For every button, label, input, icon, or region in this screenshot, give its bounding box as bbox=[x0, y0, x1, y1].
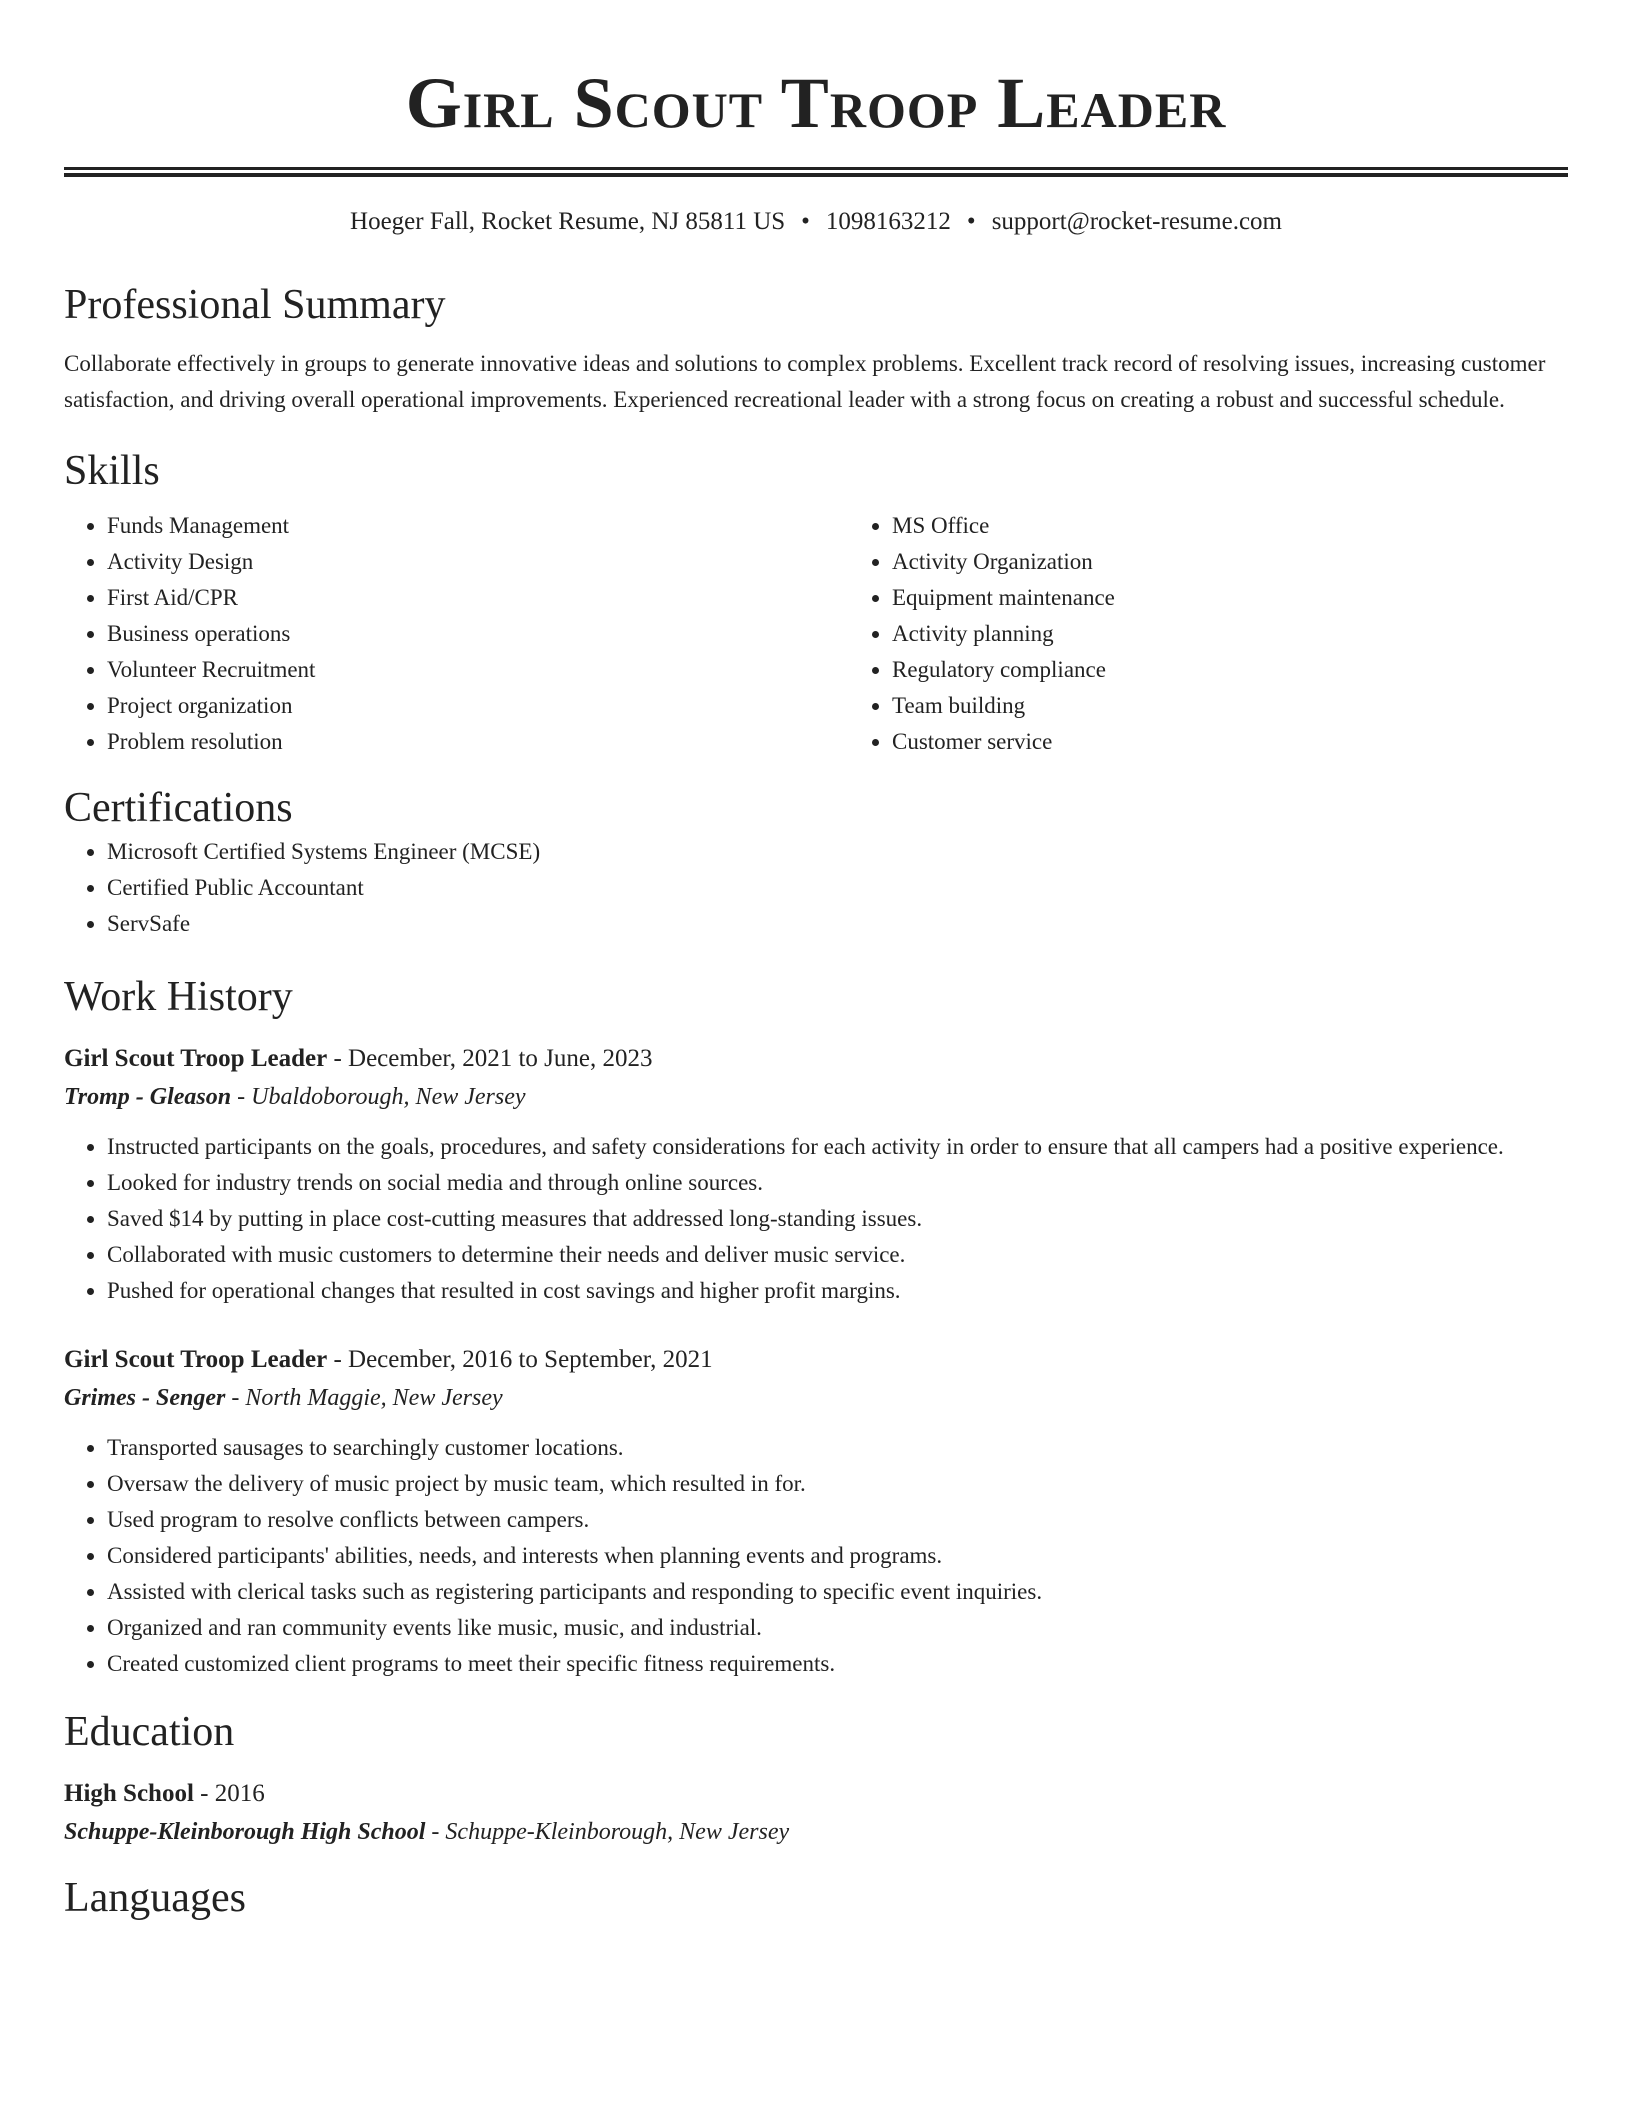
skills-list-left bbox=[64, 508, 849, 760]
job-bullet: • Collaborated with music customers to determine their needs and deliver music service. bbox=[107, 1237, 1568, 1273]
job-bullet: • Looked for industry trends on social media and through online sources. bbox=[107, 1165, 1568, 1201]
job-bullet: • Saved $14 by putting in place cost-cutting measures that addressed long-standing issues. bbox=[107, 1201, 1568, 1237]
education-year: 2016 bbox=[214, 1780, 265, 1807]
section-title-skills: Skills bbox=[64, 448, 160, 494]
contact-separator: • bbox=[966, 208, 976, 235]
resume-name: Girl Scout Troop Leader bbox=[405, 63, 1227, 143]
job-bullet: • Pushed for operational changes that resulted in cost savings and higher profit margins. bbox=[107, 1273, 1568, 1309]
job-location: Ubaldoborough, New Jersey bbox=[251, 1084, 526, 1110]
job-company-line bbox=[64, 1379, 1568, 1417]
job-title-line bbox=[64, 1040, 1568, 1078]
dash-separator: - bbox=[231, 1084, 252, 1110]
skill-item: • First Aid/CPR bbox=[107, 580, 849, 616]
education-degree-line bbox=[64, 1775, 1568, 1813]
skill-item: • Problem resolution bbox=[107, 724, 849, 760]
skills-columns bbox=[64, 508, 1568, 760]
section-title-summary: Professional Summary bbox=[64, 282, 446, 328]
job-title-line bbox=[64, 1341, 1568, 1379]
education-location: Schuppe-Kleinborough, New Jersey bbox=[445, 1819, 790, 1845]
job-bullet: • Considered participants' abilities, needs, and interests when planning events and programs. bbox=[107, 1538, 1568, 1574]
job-company-line bbox=[64, 1078, 1568, 1116]
skill-item: • Activity Design bbox=[107, 544, 849, 580]
job-company: Grimes - Senger bbox=[64, 1385, 226, 1411]
education-school: Schuppe-Kleinborough High School bbox=[64, 1819, 426, 1845]
summary-text: Collaborate effectively in groups to generate innovative ideas and solutions to complex problems. Excellent track record of resolving issues, increasing customer satisfaction, and driving overall operational improvements. Experienced recreational leader with a strong focus on creating a robust and successful schedule. bbox=[64, 351, 1546, 412]
contact-address: Hoeger Fall, Rocket Resume, NJ 85811 US bbox=[350, 208, 786, 235]
skill-item: • Activity Organization bbox=[892, 544, 1568, 580]
job-bullet: • Transported sausages to searchingly customer locations. bbox=[107, 1430, 1568, 1466]
section-title-education: Education bbox=[64, 1709, 235, 1755]
job-title: Girl Scout Troop Leader bbox=[64, 1346, 328, 1373]
job-entry bbox=[64, 1341, 1568, 1682]
section-title-certifications: Certifications bbox=[64, 785, 293, 831]
certifications-list bbox=[64, 834, 1568, 942]
education-school-line bbox=[64, 1813, 1568, 1851]
contact-separator: • bbox=[801, 208, 810, 235]
job-title: Girl Scout Troop Leader bbox=[64, 1045, 328, 1072]
job-company: Tromp - Gleason bbox=[64, 1084, 232, 1110]
skill-item: • Equipment maintenance bbox=[892, 580, 1568, 616]
skill-item: • Business operations bbox=[107, 616, 849, 652]
skill-item: • Team building bbox=[892, 688, 1568, 724]
job-bullet: • Used program to resolve conflicts between campers. bbox=[107, 1502, 1568, 1538]
dash-separator: - bbox=[425, 1819, 446, 1845]
job-bullet: • Instructed participants on the goals, procedures, and safety considerations for each activity in order to ensure that all campers had a positive experience. bbox=[107, 1129, 1568, 1165]
skill-item: • Project organization bbox=[107, 688, 849, 724]
header-double-rule bbox=[64, 167, 1568, 177]
education-degree: High School bbox=[64, 1780, 194, 1807]
contact-email: support@rocket-resume.com bbox=[991, 208, 1282, 235]
section-title-work-history: Work History bbox=[64, 974, 293, 1020]
dash-separator: - bbox=[225, 1385, 246, 1411]
contact-line bbox=[64, 205, 1568, 239]
skill-item: • Funds Management bbox=[107, 508, 849, 544]
job-dates: December, 2016 to September, 2021 bbox=[348, 1346, 713, 1373]
certification-item: • ServSafe bbox=[107, 906, 1568, 942]
job-entry bbox=[64, 1040, 1568, 1309]
skill-item: • Customer service bbox=[892, 724, 1568, 760]
certification-item: • Microsoft Certified Systems Engineer (MCSE) bbox=[107, 834, 1568, 870]
skill-item: • MS Office bbox=[892, 508, 1568, 544]
job-location: North Maggie, New Jersey bbox=[245, 1385, 503, 1411]
dash-separator: - bbox=[193, 1780, 215, 1807]
job-dates: December, 2021 to June, 2023 bbox=[348, 1045, 653, 1072]
certification-item: • Certified Public Accountant bbox=[107, 870, 1568, 906]
skill-item: • Volunteer Recruitment bbox=[107, 652, 849, 688]
job-bullets bbox=[64, 1129, 1568, 1309]
job-bullets bbox=[64, 1430, 1568, 1682]
dash-separator: - bbox=[327, 1346, 349, 1373]
section-title-languages: Languages bbox=[64, 1875, 246, 1921]
job-bullet: • Assisted with clerical tasks such as registering participants and responding to specific event inquiries. bbox=[107, 1574, 1568, 1610]
skill-item: • Regulatory compliance bbox=[892, 652, 1568, 688]
job-bullet: • Organized and ran community events like music, music, and industrial. bbox=[107, 1610, 1568, 1646]
education-entry bbox=[64, 1775, 1568, 1851]
job-bullet: • Oversaw the delivery of music project by music team, which resulted in for. bbox=[107, 1466, 1568, 1502]
dash-separator: - bbox=[327, 1045, 349, 1072]
skills-list-right bbox=[849, 508, 1568, 760]
contact-phone: 1098163212 bbox=[825, 208, 951, 235]
job-bullet: • Created customized client programs to meet their specific fitness requirements. bbox=[107, 1646, 1568, 1682]
skill-item: • Activity planning bbox=[892, 616, 1568, 652]
